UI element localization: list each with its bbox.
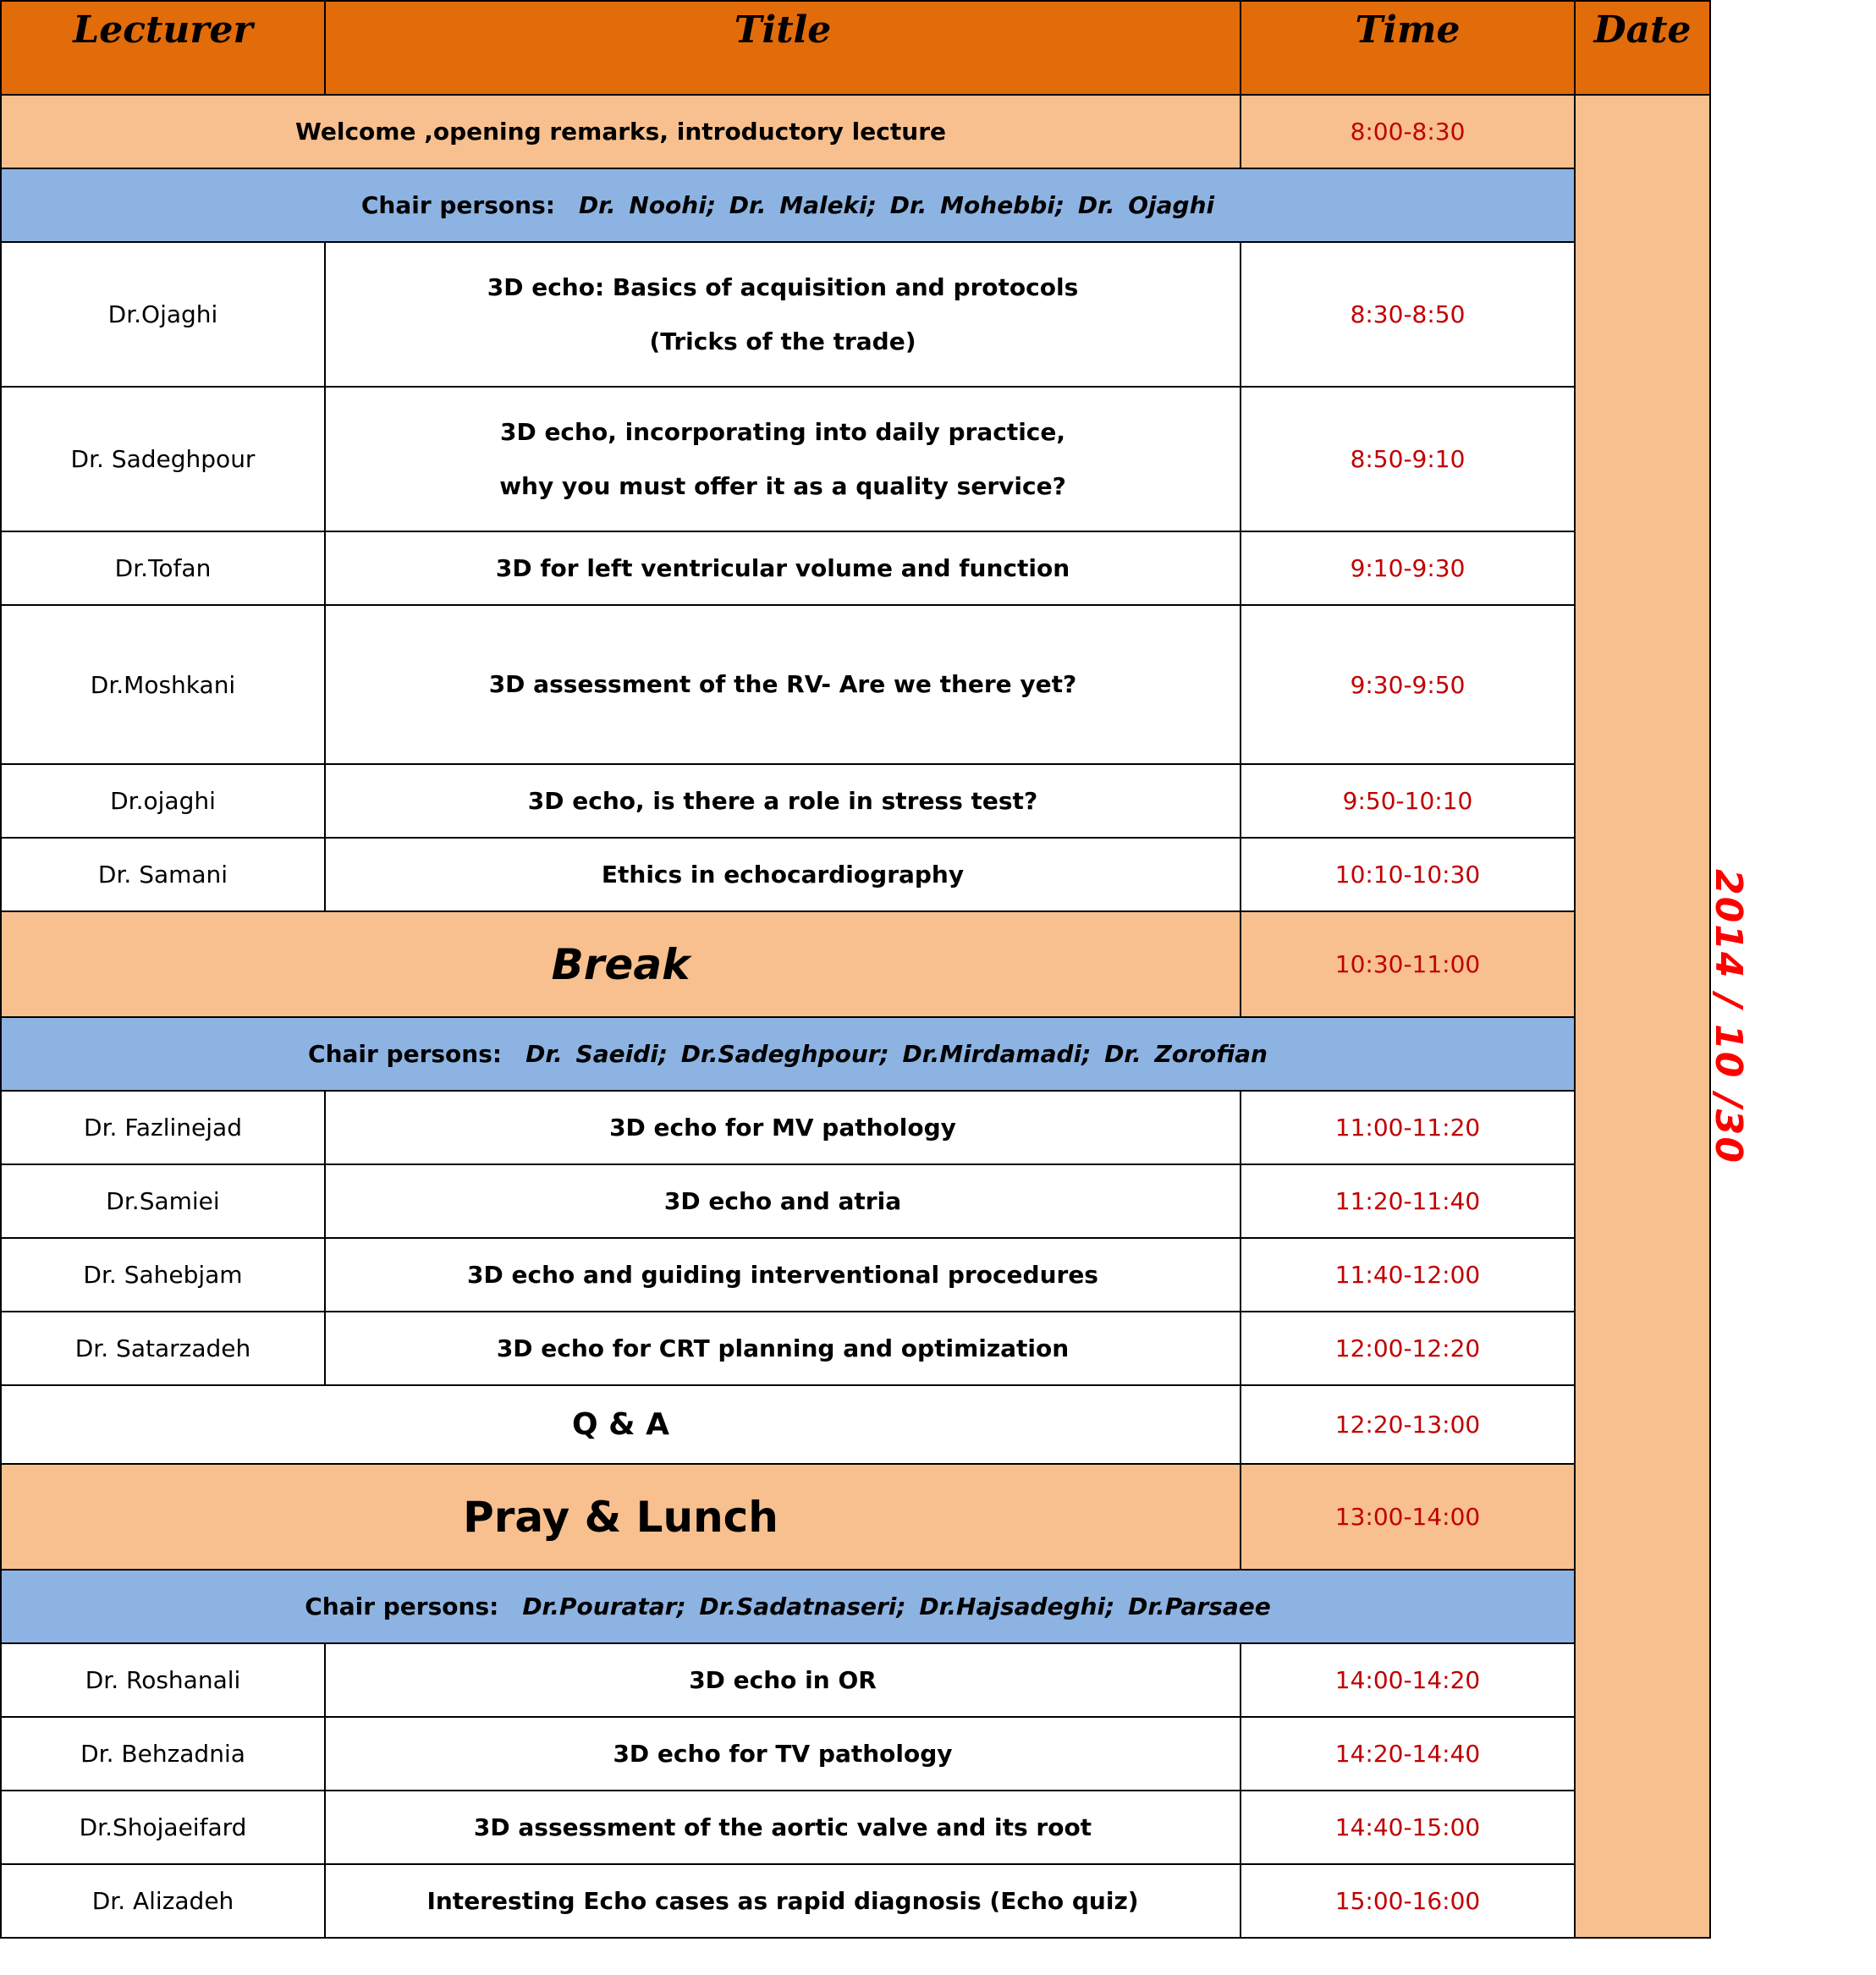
chair-persons-2 [1,1017,1575,1091]
lunch-time: 13:00-14:00 [1241,1464,1575,1570]
lecture-title-line: 3D echo, incorporating into daily practice, [499,417,1066,446]
lunch-row [1,1464,1710,1570]
lecturer-name: Dr. Satarzadeh [1,1312,325,1385]
chair-label: Chair persons: [360,191,555,219]
session-date: 2014 / 10 /30 [1707,868,1751,1164]
break-time: 10:30-11:00 [1241,911,1575,1017]
lecture-title: 3D echo, is there a role in stress test? [325,764,1241,838]
chair-row-1 [1,168,1710,242]
lecture-title: Interesting Echo cases as rapid diagnosis (Echo quiz) [325,1864,1241,1938]
qa-row [1,1385,1710,1464]
table-row [1,764,1710,838]
lecture-title: Ethics in echocardiography [325,838,1241,911]
qa-time: 12:20-13:00 [1241,1385,1575,1464]
table-row [1,1091,1710,1164]
lecturer-name: Dr. Sadeghpour [1,387,325,531]
lecturer-header: Lecturer [1,1,325,95]
table-row [1,838,1710,911]
lecturer-name: Dr.Moshkani [1,605,325,764]
lecture-title-line: 3D echo: Basics of acquisition and protocols [487,272,1079,301]
lecture-time: 9:10-9:30 [1241,531,1575,605]
lecturer-name: Dr.ojaghi [1,764,325,838]
lecture-title: 3D echo and guiding interventional procedures [325,1238,1241,1312]
lunch-title: Pray & Lunch [1,1464,1241,1570]
header-row [1,1,1710,95]
lecture-title: 3D echo for TV pathology [325,1717,1241,1791]
lecturer-name: Dr. Alizadeh [1,1864,325,1938]
lecture-time: 8:30-8:50 [1241,242,1575,387]
lecture-title [325,387,1241,531]
break-title: Break [1,911,1241,1017]
chair-row-3 [1,1570,1710,1643]
lecture-time: 12:00-12:20 [1241,1312,1575,1385]
lecture-time: 15:00-16:00 [1241,1864,1575,1938]
lecture-title: 3D echo and atria [325,1164,1241,1238]
table-row [1,242,1710,387]
break-row [1,911,1710,1017]
table-row [1,1717,1710,1791]
chair-names: Dr. Noohi; Dr. Maleki; Dr. Mohebbi; Dr. Ojaghi [578,191,1215,219]
lecture-title-line: (Tricks of the trade) [649,327,916,355]
table-row [1,605,1710,764]
lecture-time: 9:30-9:50 [1241,605,1575,764]
lecture-time: 11:40-12:00 [1241,1238,1575,1312]
chair-row-2 [1,1017,1710,1091]
lecture-time: 14:20-14:40 [1241,1717,1575,1791]
table-row [1,1312,1710,1385]
title-header: Title [325,1,1241,95]
lecture-title: 3D echo for MV pathology [325,1091,1241,1164]
lecturer-name: Dr.Ojaghi [1,242,325,387]
chair-persons-1 [1,168,1575,242]
chair-label: Chair persons: [308,1040,503,1068]
chair-label: Chair persons: [305,1593,499,1620]
chair-names: Dr.Pouratar; Dr.Sadatnaseri; Dr.Hajsadeghi; Dr.Parsaee [522,1593,1271,1620]
lecture-time: 10:10-10:30 [1241,838,1575,911]
chair-names: Dr. Saeidi; Dr.Sadeghpour; Dr.Mirdamadi; Dr. Zorofian [525,1040,1268,1068]
time-header: Time [1241,1,1575,95]
table-row [1,531,1710,605]
qa-title: Q & A [1,1385,1241,1464]
lecture-title: 3D echo for CRT planning and optimization [325,1312,1241,1385]
opening-title: Welcome ,opening remarks, introductory lecture [1,95,1241,168]
lecturer-name: Dr.Samiei [1,1164,325,1238]
opening-row [1,95,1710,168]
chair-persons-3 [1,1570,1575,1643]
lecture-title: 3D echo in OR [325,1643,1241,1717]
lecturer-name: Dr. Sahebjam [1,1238,325,1312]
lecture-title: 3D for left ventricular volume and function [325,531,1241,605]
lecturer-name: Dr. Roshanali [1,1643,325,1717]
lecture-time: 11:00-11:20 [1241,1091,1575,1164]
lecture-title: 3D assessment of the RV- Are we there yet? [325,605,1241,764]
lecturer-name: Dr.Tofan [1,531,325,605]
table-row [1,1643,1710,1717]
table-row [1,1791,1710,1864]
lecture-time: 8:50-9:10 [1241,387,1575,531]
lecture-time: 11:20-11:40 [1241,1164,1575,1238]
lecture-time: 14:40-15:00 [1241,1791,1575,1864]
lecture-title: 3D assessment of the aortic valve and its root [325,1791,1241,1864]
lecture-title [325,242,1241,387]
opening-time: 8:00-8:30 [1241,95,1575,168]
table-row [1,1864,1710,1938]
table-row [1,1164,1710,1238]
lecturer-name: Dr.Shojaeifard [1,1791,325,1864]
lecture-time: 14:00-14:20 [1241,1643,1575,1717]
lecture-time: 9:50-10:10 [1241,764,1575,838]
lecture-title-line: why you must offer it as a quality service? [499,471,1066,500]
lecturer-name: Dr. Samani [1,838,325,911]
table-row [1,387,1710,531]
table-row [1,1238,1710,1312]
lecturer-name: Dr. Fazlinejad [1,1091,325,1164]
lecturer-name: Dr. Behzadnia [1,1717,325,1791]
date-header: Date [1575,1,1710,95]
date-cell [1575,95,1751,1938]
